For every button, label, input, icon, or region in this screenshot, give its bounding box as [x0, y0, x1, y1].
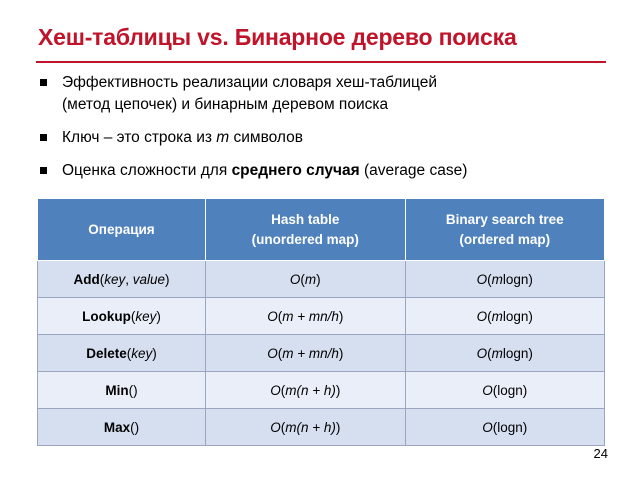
hash-complexity-cell: O(m(n + h)) [206, 372, 406, 409]
page-number: 24 [593, 446, 608, 461]
complexity-table [37, 198, 605, 446]
bullet-1-line-1: Эффективность реализации словаря хеш-таблицей [62, 74, 438, 91]
table-row [38, 298, 605, 335]
hash-complexity-cell: O(m + mn/h) [206, 335, 406, 372]
slide-title: Хеш-таблицы vs. Бинарное дерево поиска [38, 24, 517, 50]
table-row [38, 261, 605, 298]
bullet-2-text: Ключ – это строка из m символов [62, 129, 304, 146]
table-row [38, 335, 605, 372]
bullet-item [38, 72, 608, 116]
operation-cell: Delete(key) [38, 335, 206, 372]
table-row [38, 409, 605, 446]
operation-cell: Min() [38, 372, 206, 409]
bst-complexity-cell: O(mlogn) [405, 298, 604, 335]
operation-cell: Add(key, value) [38, 261, 206, 298]
bullet-square-icon [40, 79, 47, 86]
header-hash-table: Hash table (unordered map) [206, 199, 406, 261]
bullet-square-icon [40, 167, 47, 174]
bullet-list [38, 72, 608, 193]
bst-complexity-cell: O(mlogn) [405, 261, 604, 298]
header-operation: Операция [38, 199, 206, 261]
bullet-square-icon [40, 134, 47, 141]
bullet-item [38, 160, 608, 182]
bst-complexity-cell: O(logn) [405, 372, 604, 409]
header-bst: Binary search tree (ordered map) [405, 199, 604, 261]
bullet-1-line-2: (метод цепочек) и бинарным деревом поиска [62, 96, 389, 113]
hash-complexity-cell: O(m) [206, 261, 406, 298]
hash-complexity-cell: O(m + mn/h) [206, 298, 406, 335]
bullet-item [38, 127, 608, 149]
table-header-row [38, 199, 605, 261]
operation-cell: Lookup(key) [38, 298, 206, 335]
operation-cell: Max() [38, 409, 206, 446]
bst-complexity-cell: O(logn) [405, 409, 604, 446]
bst-complexity-cell: O(mlogn) [405, 335, 604, 372]
table-row [38, 372, 605, 409]
title-underline [36, 61, 606, 63]
bullet-3-text: Оценка сложности для среднего случая (average case) [62, 162, 468, 179]
hash-complexity-cell: O(m(n + h)) [206, 409, 406, 446]
